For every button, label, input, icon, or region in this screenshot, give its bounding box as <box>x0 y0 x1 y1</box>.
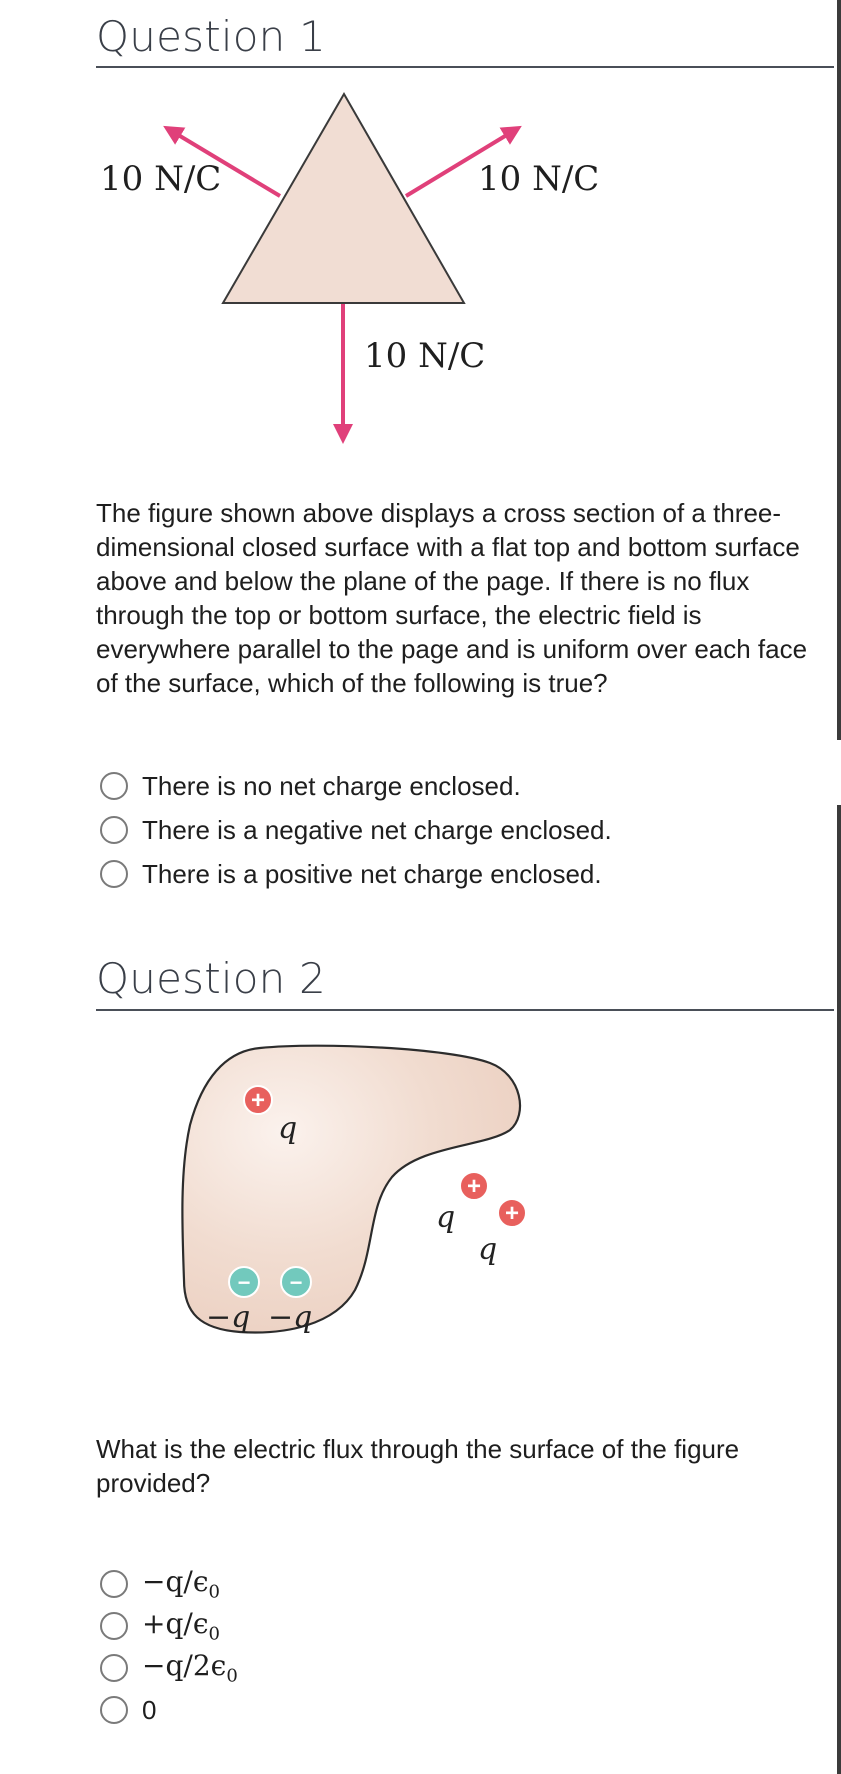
question-2-options <box>100 1563 238 1731</box>
question-2-divider <box>96 1009 834 1011</box>
radio-button[interactable] <box>100 1696 128 1724</box>
option-label <box>142 1565 220 1603</box>
option-label <box>142 1607 220 1645</box>
radio-button[interactable] <box>100 1570 128 1598</box>
question-1-title: Question 1 <box>96 12 326 61</box>
plus-sign: + <box>504 1200 520 1227</box>
question-2-title: Question 2 <box>96 954 326 1003</box>
radio-button[interactable] <box>100 860 128 888</box>
question-1-option[interactable] <box>100 764 612 808</box>
plus-sign: + <box>466 1173 482 1200</box>
positive-charge-inside <box>244 1086 272 1114</box>
option-subscript: 0 <box>226 1665 238 1687</box>
option-label: There is a positive net charge enclosed. <box>142 858 602 889</box>
charge-label-outside-upper: q <box>436 1200 456 1235</box>
option-math: −q/2ϵ <box>142 1649 227 1683</box>
option-label: There is a negative net charge enclosed. <box>142 814 612 845</box>
question-1-option[interactable] <box>100 808 612 852</box>
field-label-bottom: 10 N/C <box>364 336 486 376</box>
question-1-divider <box>96 66 834 68</box>
triangle-surface <box>223 94 464 303</box>
question-2-option[interactable] <box>100 1647 238 1689</box>
option-math: +q/ϵ <box>142 1607 209 1641</box>
negative-charge-left <box>229 1267 259 1297</box>
minus-sign: − <box>289 1270 303 1295</box>
question-2-figure <box>170 1035 570 1375</box>
option-subscript: 0 <box>208 1623 220 1645</box>
field-label-right: 10 N/C <box>478 159 600 199</box>
charge-label-inside: q <box>278 1111 298 1146</box>
radio-button[interactable] <box>100 772 128 800</box>
radio-button[interactable] <box>100 1612 128 1640</box>
question-1-text: The figure shown above displays a cross section of a three-dimensional closed surface with a flat top and bottom surface above and below the plane of the page. If there is no flux through the top or bottom surface, the electric field is everywhere parallel to the page and is uniform over each face of the surface, which of the following is true? <box>96 498 808 698</box>
charge-label-neg-left: −q <box>206 1300 251 1335</box>
radio-button[interactable] <box>100 816 128 844</box>
option-subscript: 0 <box>208 1581 220 1603</box>
option-label: There is no net charge enclosed. <box>142 770 521 801</box>
question-2-option[interactable] <box>100 1605 238 1647</box>
option-label <box>142 1649 238 1687</box>
minus-sign: − <box>237 1270 251 1295</box>
plus-sign: + <box>250 1087 266 1114</box>
radio-button[interactable] <box>100 1654 128 1682</box>
positive-charge-outside-upper <box>460 1172 488 1200</box>
question-2-text: What is the electric flux through the surface of the figure provided? <box>96 1434 740 1498</box>
option-math: −q/ϵ <box>142 1565 209 1599</box>
charge-label-outside-lower: q <box>478 1232 498 1267</box>
question-1-figure <box>90 80 610 450</box>
field-label-left: 10 N/C <box>100 159 222 199</box>
scroll-edge-bottom <box>837 805 841 1774</box>
question-1-options <box>100 764 612 896</box>
scroll-edge-top <box>837 0 841 740</box>
charge-label-neg-right: −q <box>268 1300 313 1335</box>
question-1-option[interactable] <box>100 852 612 896</box>
negative-charge-right <box>281 1267 311 1297</box>
positive-charge-outside-lower <box>498 1199 526 1227</box>
question-2-option[interactable] <box>100 1563 238 1605</box>
question-2-option[interactable] <box>100 1689 238 1731</box>
option-label: 0 <box>142 1694 157 1725</box>
